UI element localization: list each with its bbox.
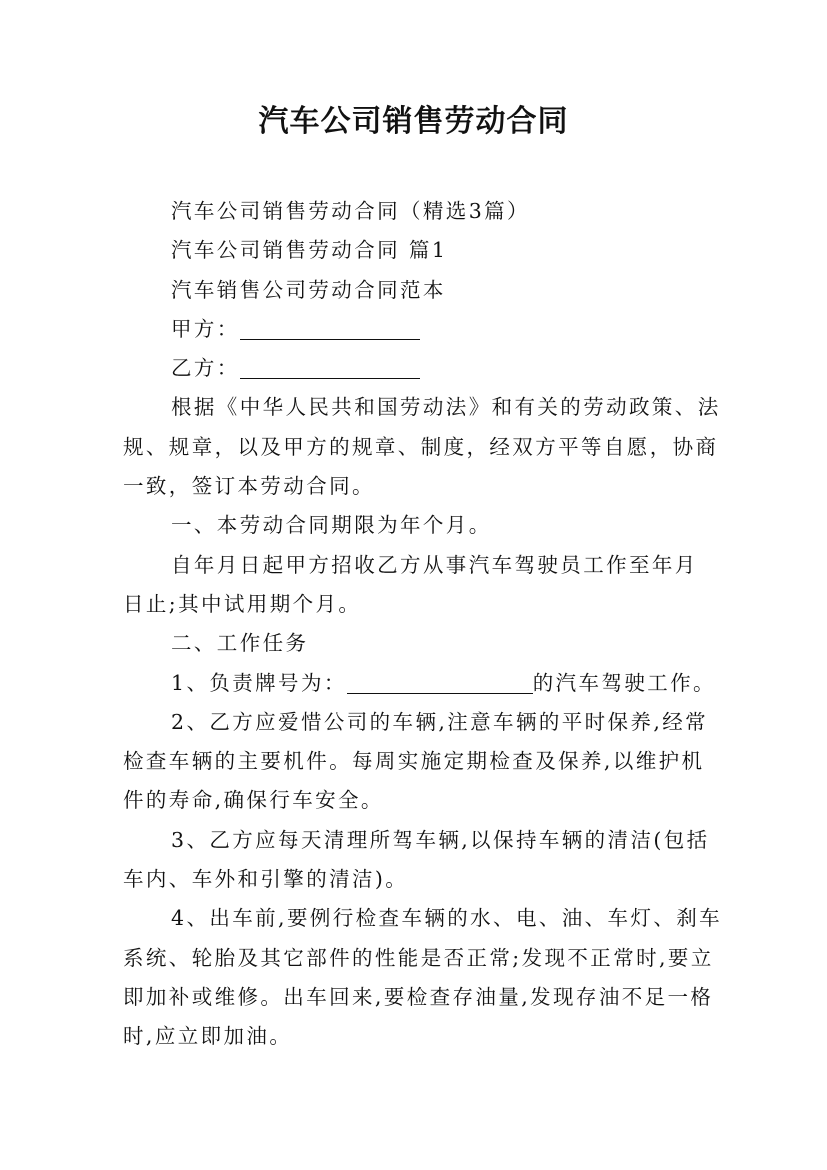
- paragraph-line: 日止;其中试用期个月。: [123, 591, 362, 616]
- document-body: [123, 192, 723, 1057]
- party-b-line: [123, 349, 707, 388]
- plate-number-line: [123, 664, 716, 703]
- section-heading: 二、工作任务: [171, 631, 309, 656]
- party-a-blank: [240, 317, 420, 340]
- paragraph-line: 4、出车前,要例行检查车辆的水、电、油、车灯、刹车: [171, 906, 723, 931]
- plate-number-suffix: 的汽车驾驶工作。: [532, 670, 716, 695]
- paragraph-line: 一致，签订本劳动合同。: [123, 474, 375, 499]
- plate-number-blank: [347, 671, 533, 694]
- party-a-line: [123, 310, 707, 349]
- paragraph-line: 根据《中华人民共和国劳动法》和有关的劳动政策、法: [171, 395, 721, 420]
- paragraph-line: 车内、车外和引擎的清洁)。: [123, 867, 409, 892]
- paragraph-line: 汽车公司销售劳动合同 篇1: [171, 238, 448, 263]
- plate-number-label: 1、负责牌号为：: [171, 670, 347, 695]
- paragraph-line: 一、本劳动合同期限为年个月。: [171, 513, 492, 538]
- party-a-label: 甲方：: [171, 316, 240, 341]
- paragraph-line: 检查车辆的主要机件。每周实施定期检查及保养,以维护机: [123, 749, 705, 774]
- paragraph-line: 3、乙方应每天清理所驾车辆,以保持车辆的清洁(包括: [171, 827, 710, 852]
- paragraph-line: 时,应立即加油。: [123, 1024, 293, 1049]
- document-title: 汽车公司销售劳动合同: [258, 104, 569, 139]
- paragraph-line: 汽车销售公司劳动合同范本: [171, 277, 446, 302]
- party-b-label: 乙方：: [171, 356, 240, 381]
- paragraph-line: 汽车公司销售劳动合同（精选3篇）: [171, 199, 530, 223]
- paragraph-line: 自年月日起甲方招收乙方从事汽车驾驶员工作至年月: [171, 552, 698, 577]
- paragraph-line: 2、乙方应爱惜公司的车辆,注意车辆的平时保养,经常: [171, 709, 709, 734]
- paragraph-line: 即加补或维修。出车回来,要检查存油量,发现存油不足一格: [123, 984, 714, 1009]
- paragraph-line: 件的寿命,确保行车安全。: [123, 788, 384, 813]
- paragraph-line: 系统、轮胎及其它部件的性能是否正常;发现不正常时,要立: [123, 945, 714, 970]
- paragraph-line: 规、规章，以及甲方的规章、制度，经双方平等自愿，协商: [123, 434, 719, 459]
- party-b-blank: [240, 356, 420, 379]
